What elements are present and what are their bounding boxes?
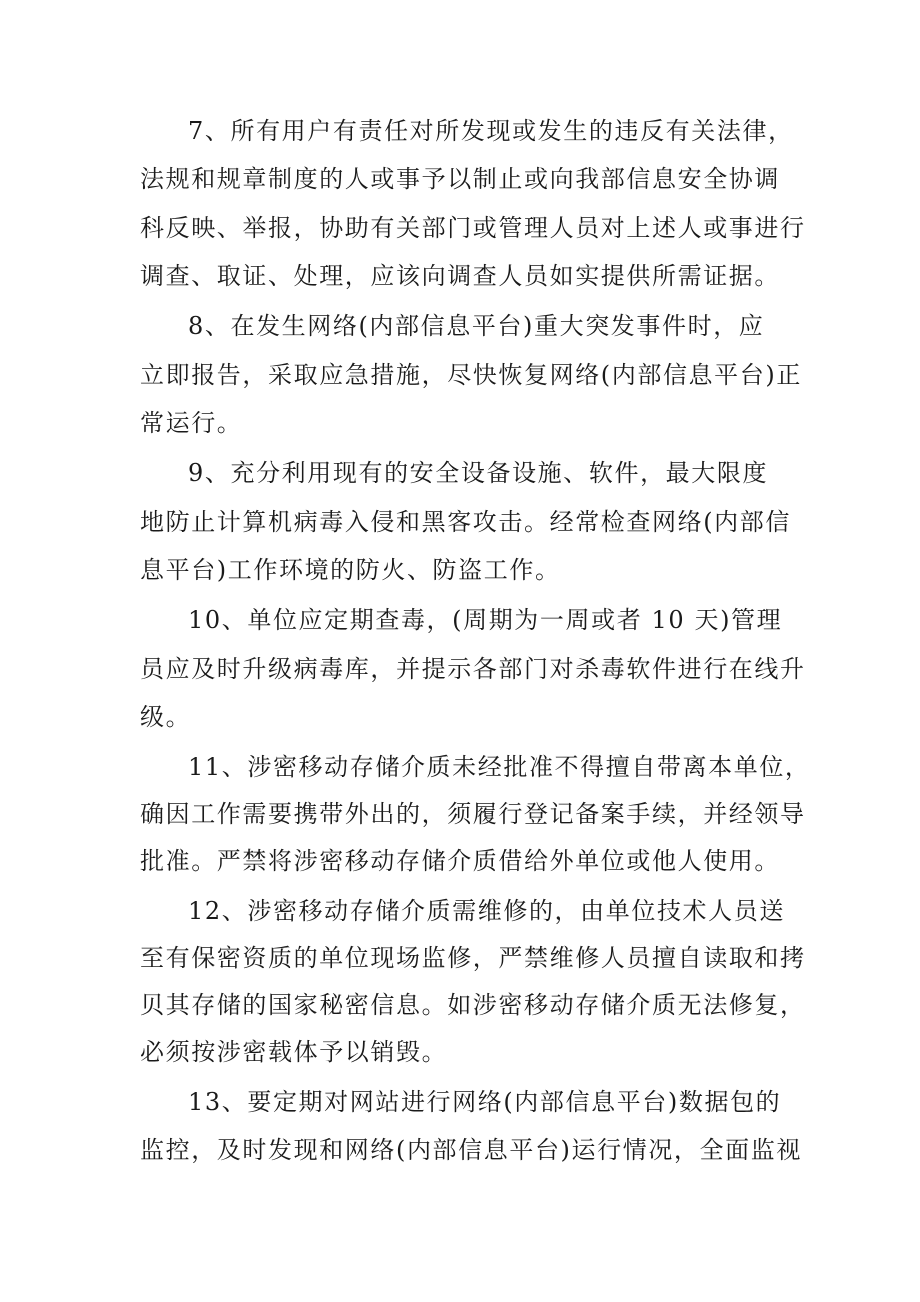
paragraph-line: 批准。严禁将涉密移动存储介质借给外单位或他人使用。 <box>140 847 780 875</box>
paragraph-line: 必须按涉密载体予以销毁。 <box>140 1038 448 1066</box>
paragraph-line: 监控，及时发现和网络(内部信息平台)运行情况，全面监视 <box>140 1136 802 1164</box>
paragraph-line: 息平台)工作环境的防火、防盗工作。 <box>140 556 561 584</box>
paragraph-line: 7、所有用户有责任对所发现或发生的违反有关法律， <box>188 117 794 145</box>
paragraph-line: 调查、取证、处理，应该向调查人员如实提供所需证据。 <box>140 262 780 290</box>
paragraph-line: 法规和规章制度的人或事予以制止或向我部信息安全协调 <box>140 165 780 193</box>
paragraph-line: 常运行。 <box>140 409 243 437</box>
paragraph-line: 13、要定期对网站进行网络(内部信息平台)数据包的 <box>188 1088 782 1116</box>
paragraph-line: 至有保密资质的单位现场监修，严禁维修人员擅自读取和拷 <box>140 944 806 972</box>
paragraph-line: 贝其存储的国家秘密信息。如涉密移动存储介质无法修复， <box>140 991 806 1019</box>
paragraph-line: 确因工作需要携带外出的，须履行登记备案手续，并经领导 <box>140 800 806 828</box>
paragraph-line: 地防止计算机病毒入侵和黑客攻击。经常检查网络(内部信 <box>140 508 791 536</box>
paragraph-line: 10、单位应定期查毒，(周期为一周或者 10 天)管理 <box>188 606 783 634</box>
paragraph-line: 立即报告，采取应急措施，尽快恢复网络(内部信息平台)正 <box>140 361 802 389</box>
paragraph-line: 8、在发生网络(内部信息平台)重大突发事件时，应 <box>188 312 765 340</box>
paragraph-line: 级。 <box>140 703 192 731</box>
paragraph-line: 科反映、举报，协助有关部门或管理人员对上述人或事进行 <box>140 214 806 242</box>
paragraph-line: 11、涉密移动存储介质未经批准不得擅自带离本单位， <box>188 753 811 781</box>
paragraph-line: 9、充分利用现有的安全设备设施、软件，最大限度 <box>188 459 769 487</box>
paragraph-line: 员应及时升级病毒库，并提示各部门对杀毒软件进行在线升 <box>140 655 806 683</box>
paragraph-line: 12、涉密移动存储介质需维修的，由单位技术人员送 <box>188 897 785 925</box>
